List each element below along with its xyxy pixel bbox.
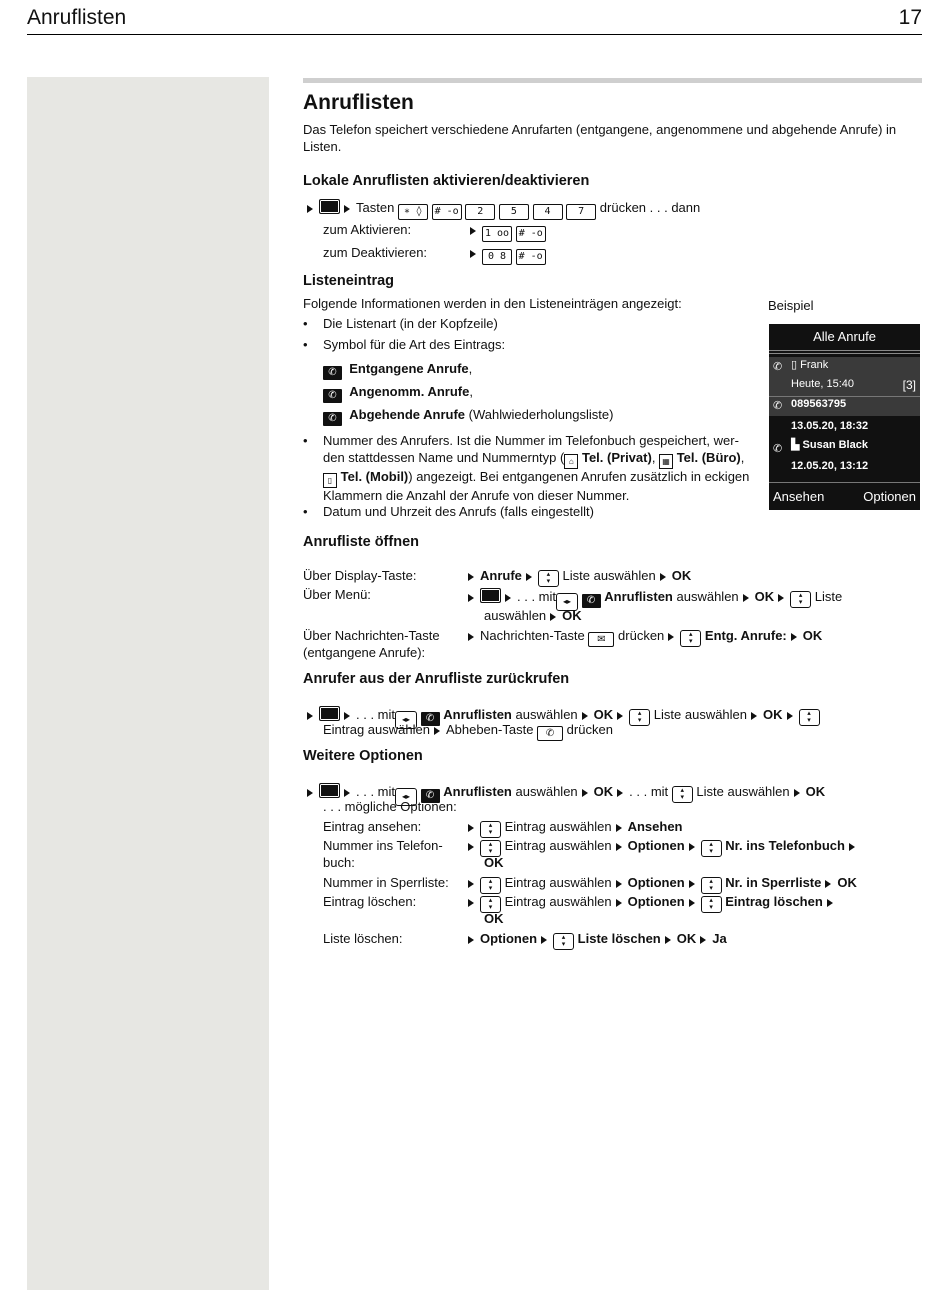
nav-key-updown-icon: ▴ ▾ <box>629 709 650 726</box>
nav-key-updown-icon: ▴ ▾ <box>480 877 501 894</box>
liste-auswaehlen-text: Liste auswählen <box>653 707 748 722</box>
nav-key-updown-icon: ▴ ▾ <box>799 709 820 726</box>
running-header-title: Anruflisten <box>27 6 127 29</box>
mobile-icon: ▯ <box>791 359 798 371</box>
bullet-date-time: Datum und Uhrzeit des Anrufs (falls eingestellt) <box>323 504 594 519</box>
arrow-icon <box>344 712 350 720</box>
label-line2: buch: <box>323 854 355 870</box>
outgoing-call-icon: ✆ <box>323 412 342 426</box>
possible-options: . . . mögliche Optionen: <box>323 799 457 814</box>
arrow-icon <box>468 594 474 602</box>
accepted-calls-text: Angenomm. Anrufe <box>349 384 470 399</box>
display-title: Alle Anrufe <box>813 329 876 344</box>
header-rule <box>27 34 922 35</box>
optionen-text: Optionen <box>627 875 685 890</box>
opt3-label: Nummer in Sperrliste: <box>323 875 449 890</box>
display-divider <box>769 396 920 397</box>
arrow-icon <box>344 789 350 797</box>
optionen-text: Optionen <box>627 894 685 909</box>
druecken-text: drücken <box>566 722 613 737</box>
entg-anrufe-text: Entg. Anrufe: <box>704 628 787 643</box>
call-lists-icon: ✆ <box>421 789 440 803</box>
arrow-icon <box>827 899 833 907</box>
display-divider <box>769 482 920 483</box>
ok-text: OK <box>671 568 692 583</box>
label-line1: Über Nachrichten-Taste <box>303 628 440 643</box>
opt4-label: Eintrag löschen: <box>323 894 417 909</box>
ok-text: OK <box>837 875 857 890</box>
display-divider <box>769 350 920 351</box>
anruflisten-text: Anruflisten <box>604 589 673 604</box>
arrow-icon <box>505 594 511 602</box>
nav-key-4way-icon: ◂▸ <box>556 593 578 611</box>
arrow-icon <box>778 594 784 602</box>
arrow-icon <box>470 227 476 235</box>
call-lists-icon: ✆ <box>421 712 440 726</box>
arrow-icon <box>468 880 474 888</box>
outgoing-calls-text: Abgehende Anrufe <box>349 407 466 422</box>
nav-key-updown-icon: ▴ ▾ <box>680 630 701 647</box>
key-4-icon: 4 <box>533 204 563 220</box>
comma: , <box>651 449 656 465</box>
entry3-time: 12.05.20, 13:12 <box>791 460 869 472</box>
missed-call-icon: ✆ <box>323 366 342 380</box>
liste-auswaehlen-text: Liste auswählen <box>562 568 656 583</box>
activate-keys <box>466 222 546 242</box>
arrow-icon <box>616 899 622 907</box>
open-row2-steps-cont <box>484 608 582 625</box>
druecken-text: drücken <box>618 628 665 643</box>
softkey-left: Ansehen <box>773 489 825 504</box>
arrow-icon <box>616 843 622 851</box>
home-icon: ⌂ <box>564 454 578 469</box>
nav-key-updown-icon: ▴ ▾ <box>480 896 501 913</box>
liste-loeschen-text: Liste löschen <box>577 931 661 946</box>
arrow-icon <box>541 936 547 944</box>
key-1-icon: 1 oo <box>482 226 512 242</box>
arrow-icon <box>660 573 666 581</box>
open-row2-label: Über Menü: <box>303 587 371 602</box>
menu-key-icon <box>319 199 340 214</box>
ok-text: OK <box>593 784 614 799</box>
eintrag-auswaehlen-text: Eintrag auswählen <box>504 819 612 834</box>
tasten-text: Tasten <box>356 200 395 215</box>
arrow-icon <box>689 899 695 907</box>
nav-key-updown-icon: ▴ ▾ <box>480 821 501 838</box>
nav-key-4way-icon: ◂▸ <box>395 788 417 806</box>
arrow-icon <box>743 594 749 602</box>
menu-key-icon <box>319 783 340 798</box>
hash-key-icon: # -o <box>432 204 462 220</box>
opt5-label: Liste löschen: <box>323 931 403 946</box>
anruflisten-text: Anruflisten <box>443 784 512 799</box>
bullet-icon: • <box>303 504 308 519</box>
missed-call-icon: ✆ <box>773 361 783 373</box>
bullet-list-type: Die Listenart (in der Kopfzeile) <box>323 316 498 331</box>
entry3-name <box>791 438 868 451</box>
star-key-icon: ∗ ◊ <box>398 204 428 220</box>
arrow-icon <box>468 633 474 641</box>
ja-text: Ja <box>712 931 727 946</box>
mobile-icon: ▯ <box>323 473 337 488</box>
office-icon: ▙ <box>791 439 800 451</box>
arrow-icon <box>751 712 757 720</box>
arrow-icon <box>794 789 800 797</box>
local-lists-heading: Lokale Anruflisten aktivieren/deaktivieren <box>303 173 590 189</box>
arrow-icon <box>526 573 532 581</box>
bullet-entry-symbol: Symbol für die Art des Eintrags: <box>323 337 506 352</box>
eintrag-auswaehlen-text: Eintrag auswählen <box>504 875 612 890</box>
nav-key-updown-icon: ▴ ▾ <box>538 570 559 587</box>
auswaehlen-text: auswählen <box>676 589 739 604</box>
arrow-icon <box>468 899 474 907</box>
arrow-icon <box>307 205 313 213</box>
bullet-icon: • <box>303 316 308 331</box>
section-title: Anruflisten <box>303 91 414 114</box>
optionen-text: Optionen <box>480 931 538 946</box>
mit-text: . . . mit <box>629 784 669 799</box>
nav-key-updown-icon: ▴ ▾ <box>790 591 811 608</box>
opt4-steps <box>464 894 839 913</box>
list-entry-heading: Listeneintrag <box>303 273 395 289</box>
entry2-number: 089563795 <box>791 398 847 410</box>
arrow-icon <box>550 613 556 621</box>
envelope-key-icon: ✉ <box>588 632 614 647</box>
arrow-icon <box>665 936 671 944</box>
optionen-text: Optionen <box>627 838 685 853</box>
opt2-steps <box>464 838 861 857</box>
office-icon: ▦ <box>659 454 673 469</box>
eintrag-loeschen-text: Eintrag löschen <box>725 894 823 909</box>
comma: , <box>468 361 473 376</box>
call-lists-icon: ✆ <box>582 594 601 608</box>
ok-text: OK <box>763 707 783 722</box>
auswaehlen-text: auswählen <box>515 707 578 722</box>
arrow-icon <box>468 573 474 581</box>
key-7-icon: 7 <box>566 204 596 220</box>
deactivate-keys <box>466 245 546 265</box>
open-row3-label <box>303 628 440 661</box>
talk-key-icon: ✆ <box>537 726 563 741</box>
open-row1-label: Über Display-Taste: <box>303 568 417 583</box>
example-label: Beispiel <box>768 298 814 313</box>
druecken-dann-text: drücken . . . dann <box>599 200 701 215</box>
eintrag-auswaehlen-text: Eintrag auswählen <box>504 894 612 909</box>
arrow-icon <box>582 712 588 720</box>
opt3-steps <box>464 875 857 894</box>
caller-number-line3 <box>323 469 753 488</box>
liste-auswaehlen-text: Liste auswählen <box>696 784 790 799</box>
callback-heading: Anrufer aus der Anrufliste zurückrufen <box>303 671 570 687</box>
entry1-count: [3] <box>902 378 916 392</box>
menu-key-icon <box>480 588 501 603</box>
key-5-icon: 5 <box>499 204 529 220</box>
open-row1-steps <box>464 568 691 587</box>
anrufe-text: Anrufe <box>480 568 522 583</box>
left-margin-panel <box>27 77 269 1290</box>
label-line2: (entgangene Anrufe): <box>303 644 426 660</box>
nav-key-updown-icon: ▴ ▾ <box>701 896 722 913</box>
page-number: 17 <box>898 6 922 29</box>
key-2-icon: 2 <box>465 204 495 220</box>
arrow-icon <box>668 633 674 641</box>
intro-text: Das Telefon speichert verschiedene Anrufarten (entgangene, angenommene und abgehende Anrufe) in Listen. <box>303 122 897 154</box>
phone-display-example <box>769 324 920 510</box>
softkey-right: Optionen <box>863 489 916 504</box>
arrow-icon <box>617 789 623 797</box>
opt5-steps <box>464 931 727 950</box>
mit-text: . . . mit <box>517 589 556 604</box>
anruflisten-text: Anruflisten <box>443 707 512 722</box>
ok-text: OK <box>802 628 823 643</box>
more-options-heading: Weitere Optionen <box>303 748 423 764</box>
arrow-icon <box>617 712 623 720</box>
label-line1: Nummer ins Telefon- <box>323 838 443 853</box>
nav-key-4way-icon: ◂▸ <box>395 711 417 729</box>
type-accepted <box>323 384 473 403</box>
nav-key-updown-icon: ▴ ▾ <box>553 933 574 950</box>
ok-text: OK <box>676 931 697 946</box>
arrow-icon <box>616 824 622 832</box>
arrow-icon <box>689 843 695 851</box>
tel-buero: Tel. (Büro) <box>676 449 741 465</box>
arrow-icon <box>307 712 313 720</box>
ok-text: OK <box>593 707 614 722</box>
arrow-icon <box>468 936 474 944</box>
list-entry-intro: Folgende Informationen werden in den Listeneinträgen angezeigt: <box>303 296 682 311</box>
tel-mobil: Tel. (Mobil) <box>340 468 409 484</box>
nav-key-updown-icon: ▴ ▾ <box>480 840 501 857</box>
arrow-icon <box>825 880 831 888</box>
deactivate-label: zum Deaktivieren: <box>323 245 428 260</box>
text-part: den stattdessen Name und Nummerntyp ( <box>323 449 565 465</box>
eintrag-auswaehlen-text: Eintrag auswählen <box>323 722 430 737</box>
arrow-icon <box>689 880 695 888</box>
arrow-icon <box>849 843 855 851</box>
arrow-icon <box>787 712 793 720</box>
open-list-heading: Anrufliste öffnen <box>303 534 419 550</box>
nr-ins-telefonbuch-text: Nr. ins Telefonbuch <box>725 838 845 853</box>
bullet-icon: • <box>303 433 308 448</box>
key-0-icon: 0 8 <box>482 249 512 265</box>
type-outgoing <box>323 407 613 426</box>
mit-text: . . . mit <box>356 784 395 799</box>
ok-text: OK <box>805 784 826 799</box>
arrow-icon <box>344 205 350 213</box>
nr-in-sperrliste-text: Nr. in Sperrliste <box>725 875 822 890</box>
arrow-icon <box>582 789 588 797</box>
bullet-icon: • <box>303 337 308 352</box>
missed-calls-text: Entgangene Anrufe <box>349 361 469 376</box>
opt4-ok: OK <box>484 911 504 926</box>
opt1-steps <box>464 819 683 838</box>
nav-key-updown-icon: ▴ ▾ <box>672 786 693 803</box>
local-lists-step <box>303 199 700 220</box>
menu-key-icon <box>319 706 340 721</box>
entry3-name-text: Susan Black <box>802 439 868 451</box>
type-missed <box>323 361 472 380</box>
abheben-taste-text: Abheben-Taste <box>445 722 534 737</box>
nav-key-updown-icon: ▴ ▾ <box>701 840 722 857</box>
comma: , <box>469 384 473 399</box>
section-top-bar <box>303 78 922 83</box>
entry1-time: Heute, 15:40 <box>791 378 854 390</box>
mit-text: . . . mit <box>356 707 395 722</box>
bullet-caller-number <box>323 433 753 504</box>
arrow-icon <box>791 633 797 641</box>
callback-steps-cont <box>323 722 613 741</box>
hash-key-icon: # -o <box>516 226 546 242</box>
ok-text: OK <box>562 608 582 623</box>
outgoing-call-icon: ✆ <box>773 443 783 455</box>
caller-number-line4: Klammern die Anzahl der Anrufe von dieser Nummer. <box>323 487 630 503</box>
accepted-call-icon: ✆ <box>323 389 342 403</box>
caller-number-line1: Nummer des Anrufers. Ist die Nummer im Telefonbuch gespeichert, wer- <box>323 433 739 448</box>
text-part: ) angezeigt. Bei entgangenen Anrufen zusätzlich in eckigen <box>408 468 750 484</box>
arrow-icon <box>468 843 474 851</box>
tel-privat: Tel. (Privat) <box>581 449 652 465</box>
arrow-icon <box>700 936 706 944</box>
arrow-icon <box>468 824 474 832</box>
entry1-name-text: Frank <box>800 359 829 371</box>
opt2-ok: OK <box>484 855 504 870</box>
comma: , <box>740 449 745 465</box>
accepted-call-icon: ✆ <box>773 400 783 412</box>
arrow-icon <box>434 727 440 735</box>
auswaehlen-text: auswählen <box>515 784 578 799</box>
ok-text: OK <box>754 589 775 604</box>
arrow-icon <box>616 880 622 888</box>
nachrichten-taste-text: Nachrichten-Taste <box>480 628 585 643</box>
hash-key-icon: # -o <box>516 249 546 265</box>
nav-key-updown-icon: ▴ ▾ <box>701 877 722 894</box>
auswaehlen-text: auswählen <box>484 608 547 623</box>
redial-list-text: (Wahlwiederholungsliste) <box>468 407 614 422</box>
opt1-label: Eintrag ansehen: <box>323 819 422 834</box>
opt2-label <box>323 838 443 871</box>
activate-label: zum Aktivieren: <box>323 222 412 237</box>
ansehen-text: Ansehen <box>627 819 683 834</box>
entry1-name <box>791 358 828 371</box>
eintrag-auswaehlen-text: Eintrag auswählen <box>504 838 612 853</box>
arrow-icon <box>307 789 313 797</box>
open-row3-steps <box>464 628 822 647</box>
caller-number-line2 <box>323 450 753 469</box>
display-divider <box>769 353 920 354</box>
arrow-icon <box>470 250 476 258</box>
entry2-time: 13.05.20, 18:32 <box>791 420 869 432</box>
liste-text: Liste <box>814 589 843 604</box>
